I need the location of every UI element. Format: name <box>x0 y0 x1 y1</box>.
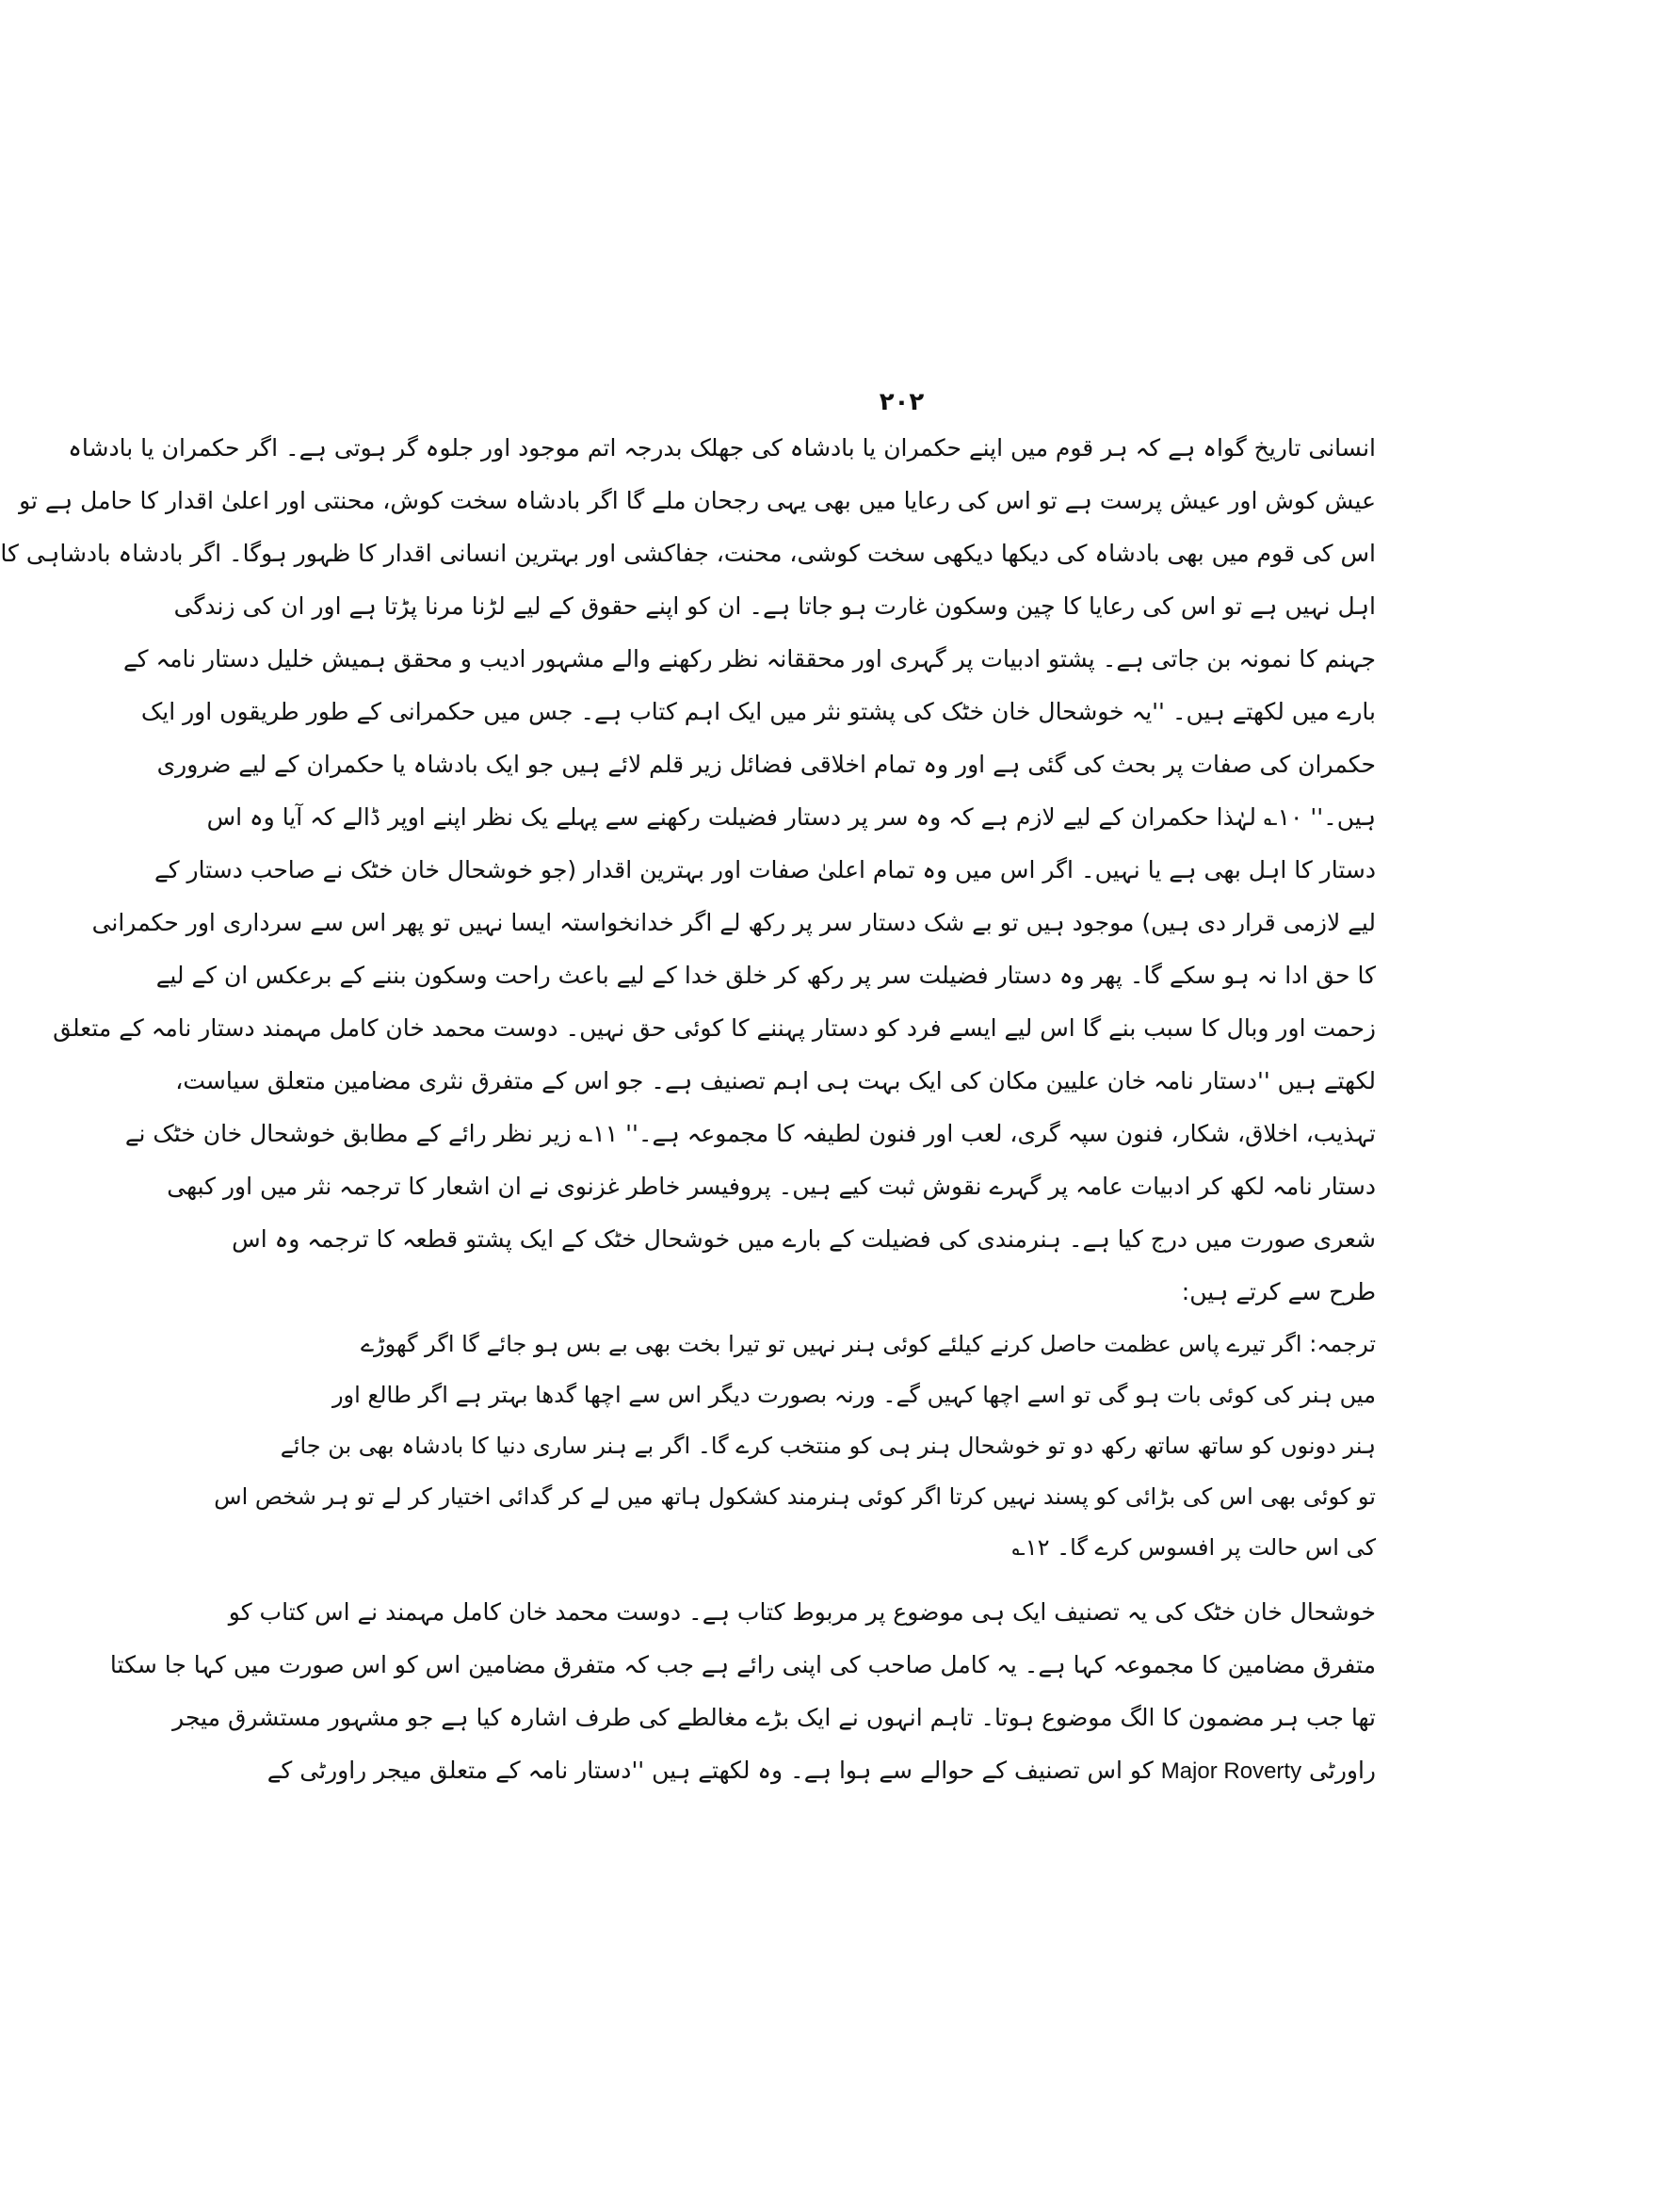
text-line: اس کی قوم میں بھی بادشاہ کی دیکھا دیکھی سخت کوشی، محنت، جفاکشی اور بہترین انسانی اقدار کا ظہور ہوگا۔ اگر بادشاہ بادشاہی کا <box>0 540 1376 567</box>
block-quote <box>214 1319 1376 1573</box>
text-line: طرح سے کرتے ہیں: <box>1181 1278 1376 1305</box>
text-line: تہذیب، اخلاق، شکار، فنون سپہ گری، لعب اور فنون لطیفہ کا مجموعہ ہے۔'' ۱۱؎ زیر نظر رائے کے مطابق خوشحال خان خٹک نے <box>124 1120 1376 1147</box>
quote-line: ہنر دونوں کو ساتھ ساتھ رکھ دو تو خوشحال ہنر ہی کو منتخب کرے گا۔ اگر بے ہنر ساری دنیا کا بادشاہ بھی بن جائے <box>280 1433 1376 1459</box>
text-fragment: راورٹی <box>1309 1757 1376 1784</box>
body-text <box>0 422 1376 1798</box>
text-line: متفرق مضامین کا مجموعہ کہا ہے۔ یہ کامل صاحب کی اپنی رائے ہے جب کہ متفرق مضامین اس کو اس صورت میں کہا جا سکتا <box>109 1651 1376 1678</box>
text-line-mixed <box>267 1744 1376 1798</box>
quote-line: ترجمہ: اگر تیرے پاس عظمت حاصل کرنے کیلئے کوئی ہنر نہیں تو تیرا بخت بھی بے بس ہو جائے گا اگر گھوڑے <box>360 1331 1376 1357</box>
text-fragment: کو اس تصنیف کے حوالے سے ہوا ہے۔ وہ لکھتے ہیں ''دستار نامہ کے متعلق میجر راورٹی کے <box>267 1757 1154 1784</box>
text-line: خوشحال خان خٹک کی یہ تصنیف ایک ہی موضوع پر مربوط کتاب ہے۔ دوست محمد خان کامل مہمند نے اس کتاب کو <box>228 1598 1376 1626</box>
text-line: ہیں۔'' ۱۰؎ لہٰذا حکمران کے لیے لازم ہے کہ وہ سر پر دستار فضیلت رکھنے سے پہلے یک نظر اپنے اوپر ڈالے کہ آیا وہ اس <box>206 803 1376 831</box>
text-line: کا حق ادا نہ ہو سکے گا۔ پھر وہ دستار فضیلت سر پر رکھ کر خلق خدا کے لیے باعث راحت وسکون بننے کے برعکس ان کے لیے <box>155 962 1376 989</box>
paragraph-1 <box>0 422 1376 1319</box>
text-line: دستار کا اہل بھی ہے یا نہیں۔ اگر اس میں وہ تمام اعلیٰ صفات اور بہترین اقدار (جو خوشحال خان خٹک نے صاحب دستار کے <box>154 856 1376 883</box>
text-line: لکھتے ہیں ''دستار نامہ خان علیین مکان کی ایک بہت ہی اہم تصنیف ہے۔ جو اس کے متفرق نثری مضامین متعلق سیاست، <box>175 1067 1376 1094</box>
text-line: حکمران کی صفات پر بحث کی گئی ہے اور وہ تمام اخلاقی فضائل زیر قلم لائے ہیں جو ایک بادشاہ یا حکمران کے لیے ضروری <box>156 751 1376 778</box>
quote-line: کی اس حالت پر افسوس کرے گا۔ ۱۲؎ <box>1011 1534 1376 1561</box>
page-number: ۲۰۲ <box>879 388 925 416</box>
text-line: اہل نہیں ہے تو اس کی رعایا کا چین وسکون غارت ہو جاتا ہے۔ ان کو اپنے حقوق کے لیے لڑنا مرنا پڑتا ہے اور ان کی زندگی <box>173 592 1376 620</box>
text-line: زحمت اور وبال کا سبب بنے گا اس لیے ایسے فرد کو دستار پہننے کا کوئی حق نہیں۔ دوست محمد خان کامل مہمند دستار نامہ کے متعلق <box>53 1014 1376 1042</box>
text-line: شعری صورت میں درج کیا ہے۔ ہنرمندی کی فضیلت کے بارے میں خوشحال خٹک کے ایک پشتو قطعہ کا ترجمہ وہ اس <box>232 1225 1376 1253</box>
text-line: دستار نامہ لکھ کر ادبیات عامہ پر گہرے نقوش ثبت کیے ہیں۔ پروفیسر خاطر غزنوی نے ان اشعار کا ترجمہ نثر میں اور کبھی <box>167 1173 1376 1200</box>
text-line: جہنم کا نمونہ بن جاتی ہے۔ پشتو ادبیات پر گہری اور محققانہ نظر رکھنے والے مشہور ادیب و محقق ہمیش خلیل دستار نامہ کے <box>122 645 1376 672</box>
text-line: عیش کوش اور عیش پرست ہے تو اس کی رعایا میں بھی یہی رجحان ملے گا اگر بادشاہ سخت کوش، محنتی اور اعلیٰ اقدار کا حامل ہے تو <box>19 487 1376 514</box>
text-line: انسانی تاریخ گواہ ہے کہ ہر قوم میں اپنے حکمران یا بادشاہ کی جھلک بدرجہ اتم موجود اور جلوہ گر ہوتی ہے۔ اگر حکمران یا بادشاہ <box>68 434 1376 462</box>
quote-line: تو کوئی بھی اس کی بڑائی کو پسند نہیں کرتا اگر کوئی ہنرمند کشکول ہاتھ میں لے کر گدائی اختیار کر لے تو ہر شخص اس <box>214 1483 1376 1510</box>
text-line: لیے لازمی قرار دی ہیں) موجود ہیں تو بے شک دستار سر پر رکھ لے اگر خدانخواستہ ایسا نہیں تو پھر اس سے سرداری اور حکمرانی <box>91 909 1376 936</box>
text-line: بارے میں لکھتے ہیں۔ ''یہ خوشحال خان خٹک کی پشتو نثر میں ایک اہم کتاب ہے۔ جس میں حکمرانی کے طور طریقوں اور ایک <box>140 698 1376 725</box>
text-line: تھا جب ہر مضمون کا الگ موضوع ہوتا۔ تاہم انہوں نے ایک بڑے مغالطے کی طرف اشارہ کیا ہے جو مشہور مستشرق میجر <box>172 1704 1376 1731</box>
quote-line: میں ہنر کی کوئی بات ہو گی تو اسے اچھا کہیں گے۔ ورنہ بصورت دیگر اس سے اچھا گدھا بہتر ہے اگر طالع اور <box>331 1382 1376 1408</box>
paragraph-2 <box>109 1586 1376 1798</box>
latin-name: Major Roverty <box>1160 1758 1302 1784</box>
